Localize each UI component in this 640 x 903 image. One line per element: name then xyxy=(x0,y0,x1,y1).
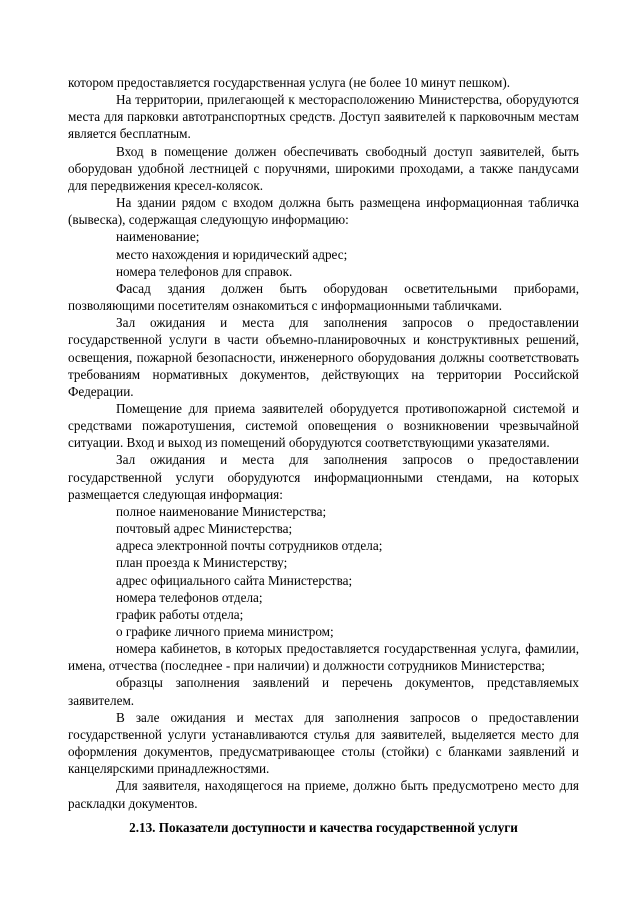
paragraph-signboard: На здании рядом с входом должна быть размещена информационная табличка (вывеска), содержащая следующую информацию: xyxy=(68,195,579,228)
paragraph-info-stands: Зал ожидания и места для заполнения запросов о предоставлении государственной услуги оборудуются информационными стендами, на которых размещается следующая информация: xyxy=(68,452,579,502)
document-body xyxy=(68,74,579,812)
list-item: место нахождения и юридический адрес; xyxy=(116,246,348,262)
paragraph-fire-safety: Помещение для приема заявителей оборудуется противопожарной системой и средствами пожаротушения, системой оповещения о возникновении чрезвычайной ситуации. Вход и выход из помещений оборудуются соответствующими указателями. xyxy=(68,400,579,451)
list-item: о графике личного приема министром; xyxy=(116,624,334,639)
section-heading: 2.13. Показатели доступности и качества государственной услуги xyxy=(129,820,518,835)
paragraph-facade: Фасад здания должен быть оборудован осветительными приборами, позволяющими посетителям ознакомиться с информационными табличками. xyxy=(68,280,579,314)
paragraph-continuation: котором предоставляется государственная услуга (не более 10 минут пешком). xyxy=(68,75,511,90)
list-item: адреса электронной почты сотрудников отдела; xyxy=(116,538,383,554)
list-item: номера телефонов отдела; xyxy=(116,589,263,605)
list-item: наименование; xyxy=(116,229,200,245)
paragraph-samples: образцы заполнения заявлений и перечень документов, представляемых заявителем. xyxy=(68,675,579,708)
list-item: план проезда к Министерству; xyxy=(116,555,288,571)
paragraph-chairs: В зале ожидания и местах для заполнения запросов о предоставлении государственной услуги устанавливаются стулья для заявителей, выделяется место для оформления документов, предусматривающее столы (стойки) с бланками заявлений и канцелярскими принадлежностями. xyxy=(68,709,579,777)
list-item: адрес официального сайта Министерства; xyxy=(116,572,353,588)
paragraph-waiting-hall: Зал ожидания и места для заполнения запросов о предоставлении государственной услуги в части объемно-планировочных и конструктивных решений, освещения, пожарной безопасности, инженерного оборудования должны соответствовать требованиям нормативных документов, действующих на территории Российской Федерации. xyxy=(68,315,579,399)
list-item: график работы отдела; xyxy=(116,606,244,622)
list-item: полное наименование Министерства; xyxy=(116,503,327,519)
paragraph-parking: На территории, прилегающей к месторасположению Министерства, оборудуются места для парковки автотранспортных средств. Доступ заявителей к парковочным местам является бесплатным. xyxy=(68,92,579,142)
paragraph-documents-place: Для заявителя, находящегося на приеме, должно быть предусмотрено место для раскладки документов. xyxy=(68,778,579,811)
paragraph-entrance: Вход в помещение должен обеспечивать свободный доступ заявителей, быть оборудован удобной лестницей с поручнями, широкими проходами, а также пандусами для передвижения кресел-колясок. xyxy=(68,143,579,193)
list-item: почтовый адрес Министерства; xyxy=(116,521,293,537)
paragraph-rooms: номера кабинетов, в которых предоставляется государственная услуга, фамилии, имена, отчества (последнее - при наличии) и должности сотрудников Министерства; xyxy=(68,641,579,674)
list-item: номера телефонов для справок. xyxy=(116,263,293,279)
